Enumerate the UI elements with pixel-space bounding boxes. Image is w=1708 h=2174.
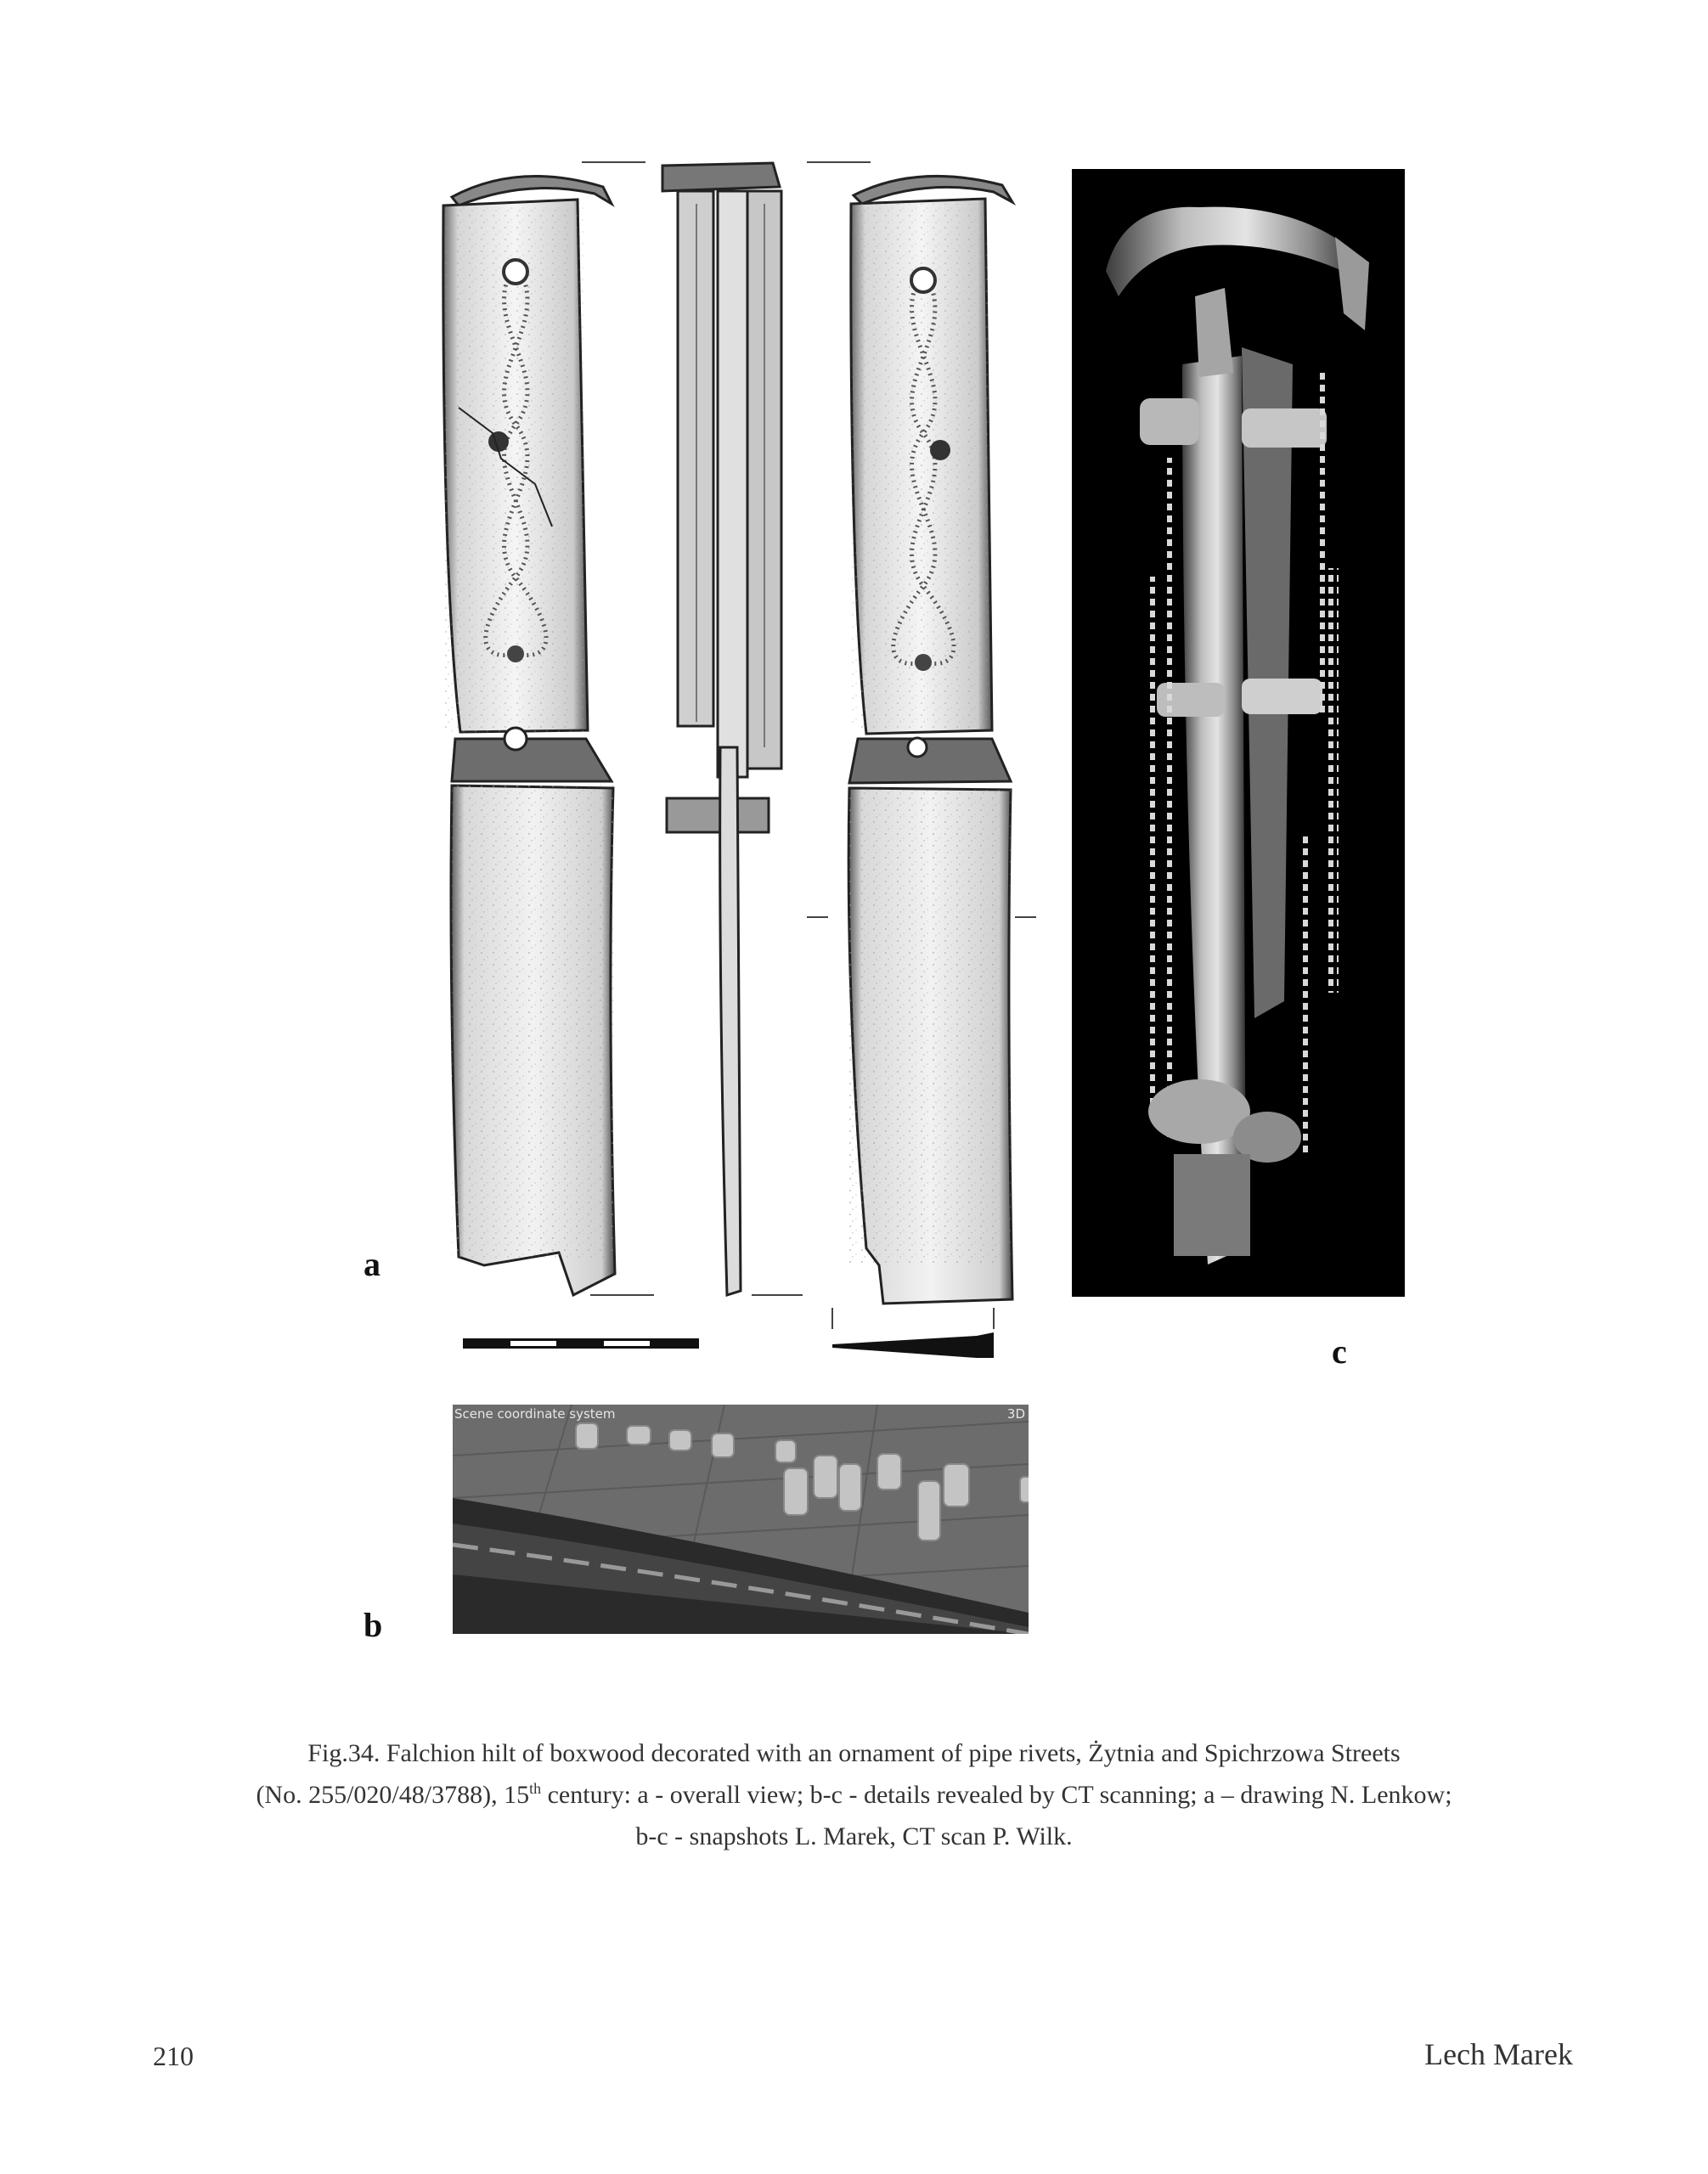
caption-line-1: Fig.34. Falchion hilt of boxwood decorated with an ornament of pipe rivets, Żytnia and Spichrzowa Streets <box>307 1739 1401 1767</box>
panel-b-render <box>453 1405 1029 1634</box>
falchion-right-view <box>848 176 1012 1304</box>
panel-a-label: a <box>364 1245 380 1283</box>
panel-c-ct-scan <box>1072 169 1405 1297</box>
viewport-overlay-left: Scene coordinate system <box>454 1406 616 1422</box>
figure-caption <box>255 1732 1453 1857</box>
caption-line-3: b-c - snapshots L. Marek, CT scan P. Wilk. <box>635 1822 1073 1850</box>
page-number: 210 <box>153 2041 194 2071</box>
panel-c-label: c <box>1332 1332 1347 1371</box>
panel-a-drawing <box>408 153 1053 1359</box>
caption-line-2 <box>255 1774 1453 1816</box>
blade-cross-section <box>828 1304 998 1363</box>
panel-b-label: b <box>364 1606 383 1644</box>
viewport-overlay-right: 3D <box>1006 1406 1025 1422</box>
caption-superscript: th <box>529 1780 542 1797</box>
caption-line-2-end: century: a - overall view; b-c - details revealed by CT scanning; a – drawing N. Lenkow; <box>541 1781 1452 1809</box>
running-footer-author: Lech Marek <box>1424 2037 1573 2071</box>
falchion-left-view <box>443 177 615 1296</box>
panel-b-3d-viewport <box>453 1405 1029 1634</box>
scale-bar <box>463 1333 701 1354</box>
falchion-edge-view <box>662 163 781 1295</box>
caption-line-2-start: (No. 255/020/48/3788), 15 <box>256 1781 530 1809</box>
